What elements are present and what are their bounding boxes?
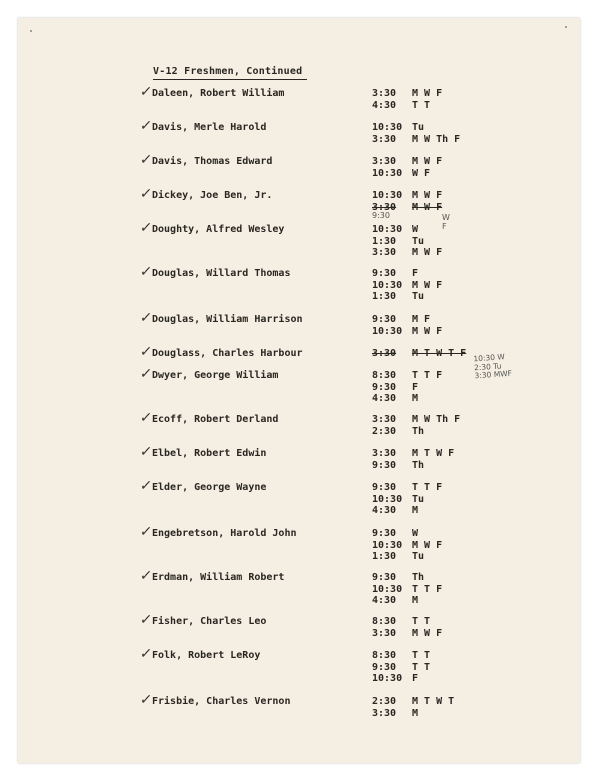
class-days: W [412, 528, 419, 539]
class-days: M W F [412, 539, 443, 551]
class-time: 1:30 [372, 291, 397, 303]
schedule-row [372, 584, 442, 596]
schedule-row [372, 134, 460, 146]
student-name: Daleen, Robert William [152, 88, 285, 99]
schedule-row [372, 280, 442, 292]
schedule-block [372, 572, 442, 607]
class-days: M W Th F [412, 414, 461, 425]
class-time: 1:30 [372, 235, 397, 247]
checkmark-icon: ✓ [138, 444, 153, 460]
schedule-row [372, 650, 430, 662]
class-time: 8:30 [372, 650, 397, 661]
checkmark-icon: ✓ [138, 84, 153, 100]
class-time: 10:30 [372, 190, 403, 201]
class-days: Th [412, 425, 425, 437]
class-days: M [412, 505, 419, 517]
class-days: Tu [412, 493, 425, 505]
schedule-block [372, 528, 442, 563]
class-time: 9:30 [372, 459, 397, 471]
student-name: Davis, Thomas Edward [152, 156, 273, 167]
class-days: Tu [412, 551, 425, 563]
student-name: Dickey, Joe Ben, Jr. [152, 190, 273, 201]
class-time: 9:30 [372, 528, 397, 539]
class-days: T T [412, 99, 431, 111]
class-time: 2:30 [372, 696, 397, 707]
class-time: 4:30 [372, 99, 397, 111]
class-days: M [412, 595, 419, 607]
class-days: M W F [412, 279, 443, 291]
class-days: M W F [412, 156, 443, 167]
schedule-row [372, 494, 442, 506]
class-days: W [412, 224, 419, 235]
class-days: F [412, 268, 419, 279]
checkmark-icon: ✓ [138, 264, 153, 280]
schedule-block [372, 370, 442, 405]
schedule-block [372, 696, 454, 719]
schedule-row [372, 247, 442, 259]
class-days: M T W F [412, 448, 455, 459]
schedule-row [372, 482, 442, 494]
class-days: Th [412, 572, 425, 583]
paper-speck [30, 30, 32, 32]
schedule-row [372, 348, 466, 360]
class-time: 10:30 [372, 583, 403, 595]
class-days: M T W T [412, 696, 455, 707]
class-time: 3:30 [372, 448, 397, 459]
class-days: W F [412, 167, 431, 179]
class-days: M F [412, 314, 431, 325]
schedule-row [372, 540, 442, 552]
student-name: Engebretson, Harold John [152, 528, 297, 539]
class-days: Tu [412, 122, 425, 133]
class-time: 9:30 [372, 482, 397, 493]
class-days: M [412, 707, 419, 719]
class-time: 9:30 [372, 268, 397, 279]
paper-speck [565, 26, 567, 28]
schedule-row [372, 426, 460, 438]
class-time: 3:30 [372, 627, 397, 639]
student-name: Dwyer, George William [152, 370, 279, 381]
class-days: T T [412, 650, 431, 661]
class-days: Tu [412, 291, 425, 303]
checkmark-icon: ✓ [138, 152, 153, 168]
schedule-row [372, 224, 442, 236]
struck-class-days: M W F [412, 201, 443, 213]
class-time: 9:30 [372, 381, 397, 393]
class-time: 3:30 [372, 707, 397, 719]
checkmark-icon: ✓ [138, 568, 153, 584]
student-name: Fisher, Charles Leo [152, 616, 267, 627]
checkmark-icon: ✓ [138, 646, 153, 662]
class-days: Tu [412, 235, 425, 247]
struck-class-time: 3:30 [372, 201, 397, 213]
document-page [18, 18, 580, 763]
schedule-block [372, 348, 466, 360]
class-days: T T [412, 616, 431, 627]
pencil-time: 9:30 [372, 211, 390, 220]
class-days: M W Th F [412, 133, 461, 145]
checkmark-icon: ✓ [138, 344, 153, 360]
schedule-row [372, 268, 442, 280]
checkmark-icon: ✓ [138, 186, 153, 202]
class-time: 10:30 [372, 122, 403, 133]
student-name: Erdman, William Robert [152, 572, 285, 583]
class-time: 9:30 [372, 314, 397, 325]
schedule-row [372, 628, 442, 640]
schedule-block [372, 156, 442, 179]
checkmark-icon: ✓ [138, 118, 153, 134]
note-line: 10:30 W [473, 352, 506, 364]
class-time: 3:30 [372, 156, 397, 167]
schedule-block [372, 448, 454, 471]
class-time: 10:30 [372, 325, 403, 337]
schedule-row [372, 314, 442, 326]
class-time: 10:30 [372, 224, 403, 235]
schedule-row [372, 156, 442, 168]
checkmark-icon: ✓ [138, 524, 153, 540]
schedule-row [372, 505, 442, 517]
student-name: Douglas, William Harrison [152, 314, 303, 325]
student-name: Doughty, Alfred Wesley [152, 224, 285, 235]
schedule-block [372, 482, 442, 517]
class-time: 9:30 [372, 661, 397, 673]
student-name: Folk, Robert LeRoy [152, 650, 261, 661]
checkmark-icon: ✓ [138, 692, 153, 708]
class-time: 10:30 [372, 493, 403, 505]
schedule-row [372, 460, 454, 472]
student-name: Davis, Merle Harold [152, 122, 267, 133]
student-name: Elbel, Robert Edwin [152, 448, 267, 459]
handwritten-note [473, 353, 512, 381]
class-days: F [412, 381, 419, 393]
class-time: 4:30 [372, 505, 397, 517]
schedule-row [372, 595, 442, 607]
pencil-days: W F [442, 213, 450, 231]
class-days: Th [412, 459, 425, 471]
class-days: T T F [412, 370, 443, 381]
schedule-row [372, 414, 460, 426]
class-time: 10:30 [372, 673, 403, 685]
schedule-row [372, 673, 430, 685]
schedule-block [372, 224, 442, 259]
class-time: 4:30 [372, 595, 397, 607]
schedule-row [372, 236, 442, 248]
student-name: Ecoff, Robert Derland [152, 414, 279, 425]
class-days: T T F [412, 583, 443, 595]
checkmark-icon: ✓ [138, 310, 153, 326]
class-days: M W F [412, 247, 443, 259]
schedule-row [372, 662, 430, 674]
schedule-row [372, 326, 442, 338]
heading-underline [153, 79, 307, 80]
schedule-row [372, 100, 442, 112]
schedule-row [372, 190, 442, 202]
page-heading: V-12 Freshmen, Continued [153, 66, 303, 77]
note-line: 3:30 MWF [474, 368, 513, 381]
checkmark-icon: ✓ [138, 612, 153, 628]
class-time: 8:30 [372, 616, 397, 627]
class-days: T T F [412, 482, 443, 493]
class-time: 3:30 [372, 247, 397, 259]
class-time: 3:30 [372, 414, 397, 425]
schedule-row [372, 382, 442, 394]
schedule-row [372, 708, 454, 720]
class-days: M W F [412, 88, 443, 99]
schedule-row [372, 448, 454, 460]
schedule-block [372, 122, 460, 145]
class-days: M W F [412, 627, 443, 639]
student-name: Douglass, Charles Harbour [152, 348, 303, 359]
class-days: M [412, 393, 419, 405]
class-days: T T [412, 661, 431, 673]
schedule-block [372, 88, 442, 111]
class-time: 10:30 [372, 167, 403, 179]
schedule-block [372, 190, 450, 231]
class-days: F [412, 673, 419, 685]
schedule-row [372, 370, 442, 382]
schedule-row [372, 88, 442, 100]
class-time: 10:30 [372, 539, 403, 551]
checkmark-icon: ✓ [138, 220, 153, 236]
schedule-block [372, 414, 460, 437]
schedule-row [372, 696, 454, 708]
class-time: 10:30 [372, 279, 403, 291]
schedule-row [372, 122, 460, 134]
class-days: M W F [412, 325, 443, 337]
struck-class-days: M T W T F [412, 348, 467, 359]
class-time: 3:30 [372, 133, 397, 145]
student-name: Elder, George Wayne [152, 482, 267, 493]
class-days: M W F [412, 190, 443, 201]
schedule-row [372, 168, 442, 180]
schedule-row [372, 393, 442, 405]
note-line: 2:30 Tu [473, 360, 502, 372]
checkmark-icon: ✓ [138, 410, 153, 426]
class-time: 8:30 [372, 370, 397, 381]
struck-class-time: 3:30 [372, 348, 397, 359]
schedule-block [372, 314, 442, 337]
schedule-row [372, 551, 442, 563]
schedule-row [372, 616, 442, 628]
schedule-row [372, 291, 442, 303]
class-time: 9:30 [372, 572, 397, 583]
student-name: Douglas, Willard Thomas [152, 268, 291, 279]
student-name: Frisbie, Charles Vernon [152, 696, 291, 707]
schedule-row [372, 572, 442, 584]
schedule-block [372, 650, 430, 685]
checkmark-icon: ✓ [138, 366, 153, 382]
checkmark-icon: ✓ [138, 478, 153, 494]
class-time: 3:30 [372, 88, 397, 99]
schedule-row [372, 528, 442, 540]
schedule-block [372, 268, 442, 303]
class-time: 2:30 [372, 425, 397, 437]
schedule-block [372, 616, 442, 639]
class-time: 1:30 [372, 551, 397, 563]
class-time: 4:30 [372, 393, 397, 405]
